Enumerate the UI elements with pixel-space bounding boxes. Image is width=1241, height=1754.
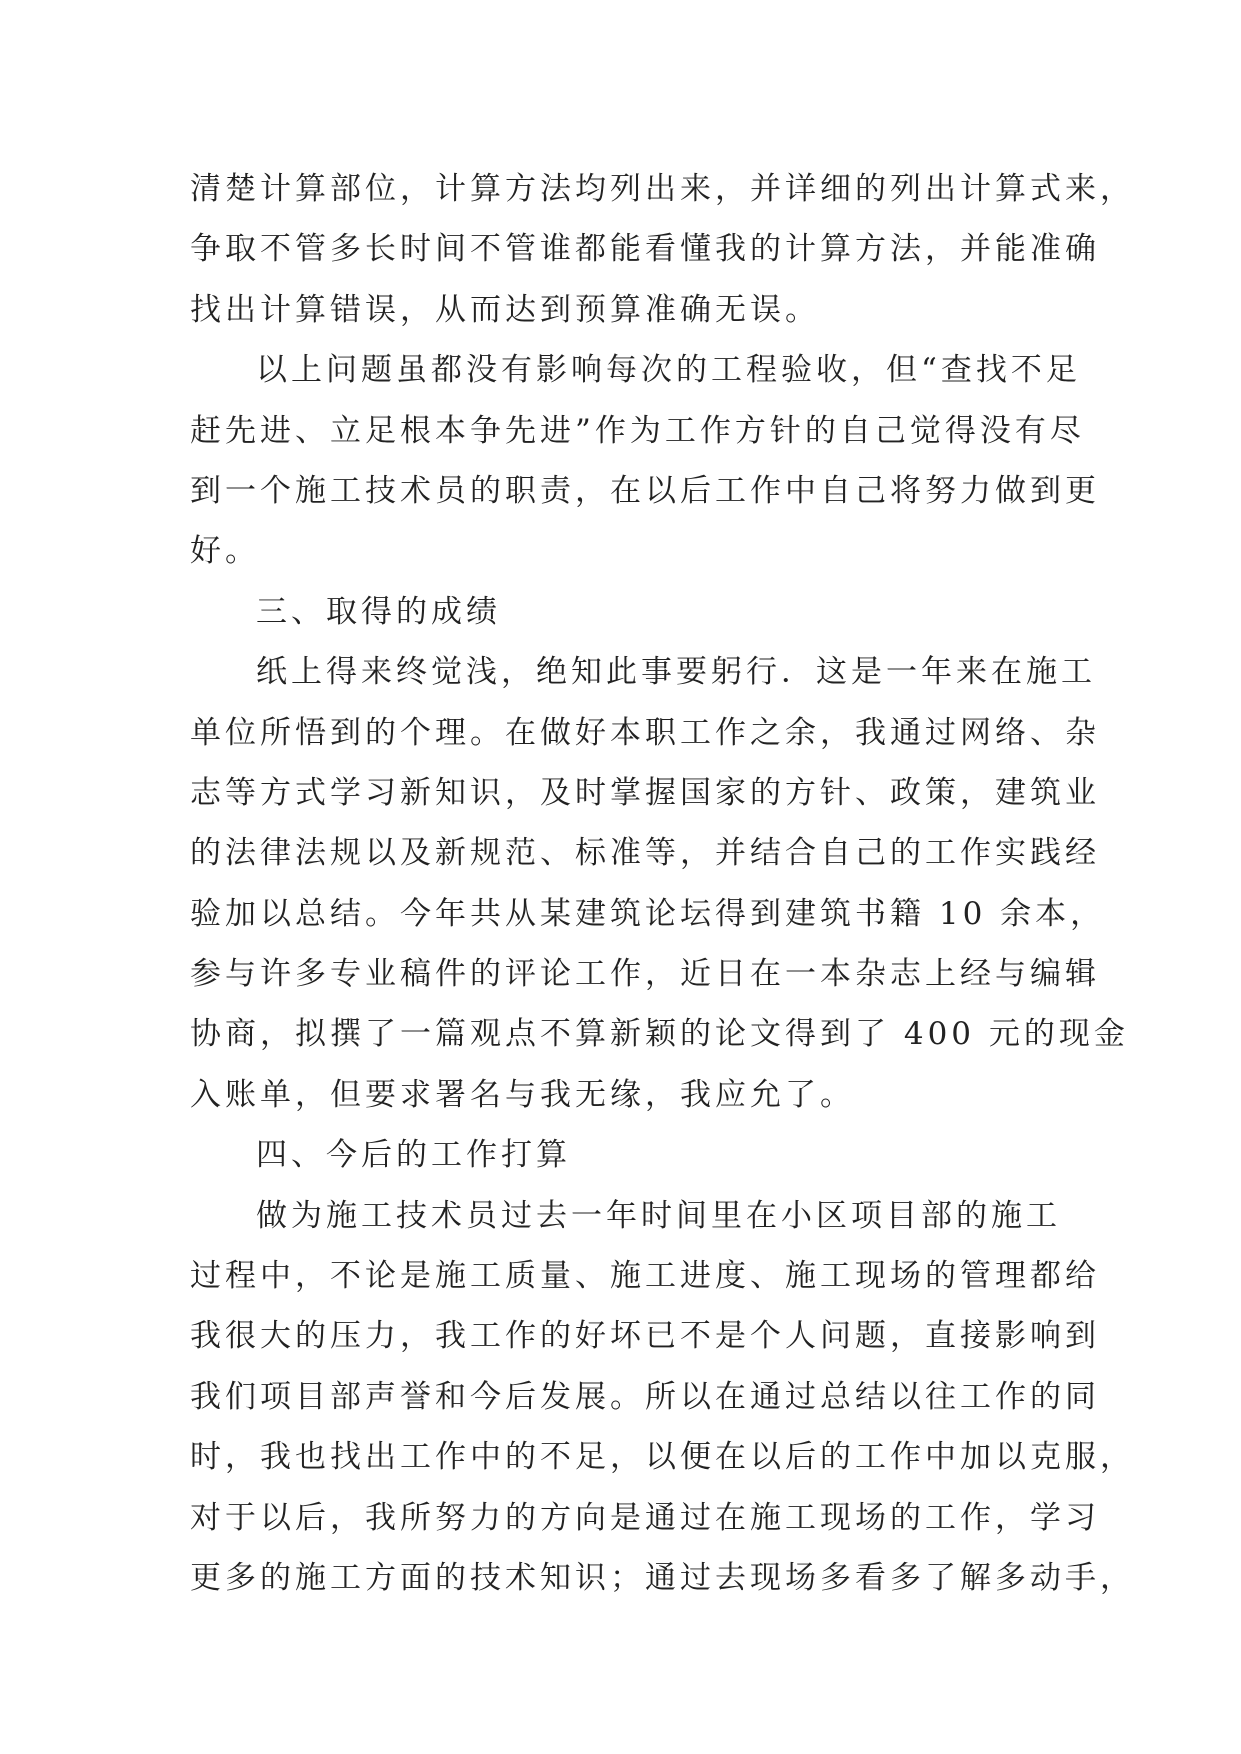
text-line: 的法律法规以及新规范、标准等，并结合自己的工作实践经 (190, 835, 1100, 872)
text-line: 找出计算错误，从而达到预算准确无误。 (190, 291, 820, 328)
paragraph-start-line: 纸上得来终觉浅，绝知此事要躬行．这是一年来在施工 (256, 654, 1096, 691)
text-line: 参与许多专业稿件的评论工作，近日在一本杂志上经与编辑 (190, 956, 1100, 993)
text-line: 清楚计算部位，计算方法均列出来，并详细的列出计算式来， (190, 171, 1135, 207)
text-line: 到一个施工技术员的职责，在以后工作中自己将努力做到更 (190, 472, 1100, 509)
text-line: 协商，拟撰了一篇观点不算新颖的论文得到了 400 元的现金 (190, 1016, 1129, 1053)
text-line: 过程中，不论是施工质量、施工进度、施工现场的管理都给 (190, 1258, 1100, 1295)
text-line: 验加以总结。今年共从某建筑论坛得到建筑书籍 10 余本， (190, 895, 1106, 932)
text-line: 单位所悟到的个理。在做好本职工作之余，我通过网络、杂 (190, 714, 1100, 751)
text-line: 入账单，但要求署名与我无缘，我应允了。 (190, 1076, 855, 1113)
section-heading-achievements: 三、取得的成绩 (256, 593, 501, 630)
text-line: 争取不管多长时间不管谁都能看懂我的计算方法，并能准确 (190, 231, 1100, 268)
text-line: 我们项目部声誉和今后发展。所以在通过总结以往工作的同 (190, 1378, 1100, 1415)
section-heading-future-plans: 四、今后的工作打算 (256, 1137, 571, 1174)
text-line: 更多的施工方面的技术知识；通过去现场多看多了解多动手， (190, 1559, 1135, 1596)
text-line: 时，我也找出工作中的不足，以便在以后的工作中加以克服， (190, 1439, 1135, 1476)
text-line: 对于以后，我所努力的方向是通过在施工现场的工作，学习 (190, 1499, 1100, 1536)
text-line: 好。 (190, 533, 260, 570)
text-line: 志等方式学习新知识，及时掌握国家的方针、政策，建筑业 (190, 774, 1100, 811)
text-line: 我很大的压力，我工作的好坏已不是个人问题，直接影响到 (190, 1318, 1100, 1355)
paragraph-start-line: 以上问题虽都没有影响每次的工程验收，但“查找不足 (256, 352, 1081, 389)
text-line: 赶先进、立足根本争先进”作为工作方针的自己觉得没有尽 (190, 412, 1085, 449)
paragraph-start-line: 做为施工技术员过去一年时间里在小区项目部的施工 (256, 1197, 1061, 1234)
body-text (190, 159, 1135, 1608)
